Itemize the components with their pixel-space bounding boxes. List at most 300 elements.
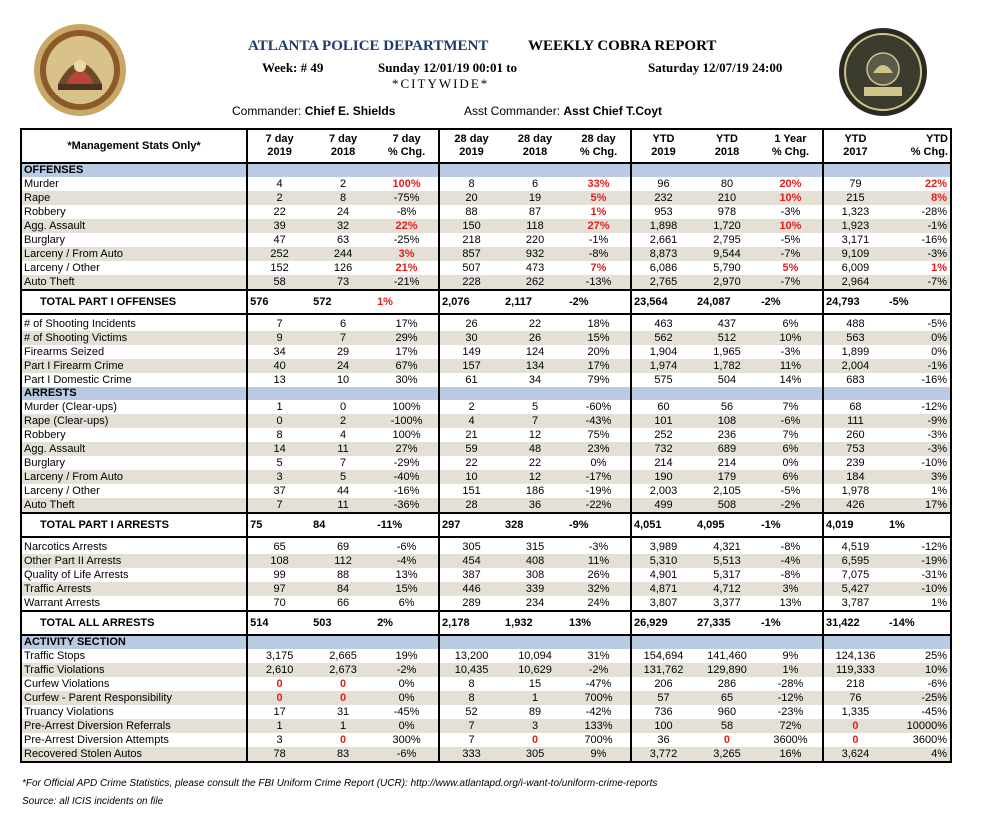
total-value: 2,178 — [439, 611, 503, 635]
total-value: -11% — [375, 513, 439, 537]
section-filler — [823, 163, 887, 177]
stat-value: 408 — [503, 554, 567, 568]
section-filler — [695, 387, 759, 400]
table-row — [21, 540, 951, 554]
stat-value: 179 — [695, 470, 759, 484]
stat-value: 10000% — [887, 719, 951, 733]
stat-value: 6,595 — [823, 554, 887, 568]
stat-value: 1 — [311, 719, 375, 733]
stat-value: -16% — [393, 484, 420, 497]
row-label: Rape (Clear-ups) — [21, 414, 247, 428]
stat-value: 0 — [247, 691, 311, 705]
stat-value: -7% — [759, 247, 823, 261]
stat-value: 34 — [528, 373, 542, 386]
stat-value: 154,694 — [631, 649, 695, 663]
stat-value: -43% — [567, 414, 631, 428]
stat-value: 7 — [340, 456, 347, 469]
stat-value: -7% — [759, 275, 823, 290]
stat-value: 19% — [395, 649, 418, 662]
stat-value: 932 — [503, 247, 567, 261]
stat-value: -4% — [759, 554, 823, 568]
stat-value: 27% — [567, 219, 631, 233]
stat-value: 65 — [695, 691, 759, 705]
stat-value: 8,873 — [631, 247, 695, 261]
stat-value: 960 — [717, 705, 737, 718]
stat-value: -100% — [375, 414, 439, 428]
total-value: 572 — [311, 290, 375, 314]
stat-value: -45% — [921, 705, 947, 718]
column-header: 7 day % Chg. — [375, 129, 439, 163]
stat-value: -29% — [393, 456, 420, 469]
table-row — [21, 191, 951, 205]
stat-value: 0% — [375, 691, 439, 705]
asst-commander-line — [464, 104, 662, 118]
stat-value: 5,427 — [823, 582, 887, 596]
stat-value: 58 — [247, 275, 311, 290]
stat-value: 507 — [439, 261, 503, 275]
stat-value: 499 — [631, 498, 695, 513]
stat-value: -16% — [921, 373, 947, 386]
stat-value: 3% — [759, 582, 823, 596]
table-row — [21, 470, 951, 484]
stat-value: 239 — [823, 456, 887, 470]
row-label: Larceny / From Auto — [21, 247, 247, 261]
stat-value: 3600% — [773, 733, 808, 746]
total-value: 13% — [567, 611, 631, 635]
stat-value: 100% — [392, 177, 421, 190]
stat-value: 11% — [759, 359, 823, 373]
stat-value: 8% — [887, 191, 951, 205]
section-header — [21, 163, 951, 177]
section-filler — [823, 635, 887, 649]
section-filler — [503, 387, 567, 400]
stat-value: 9% — [782, 649, 799, 662]
section-filler — [503, 635, 567, 649]
stat-value: 339 — [503, 582, 567, 596]
stat-value: 689 — [695, 442, 759, 456]
stat-value: 5,317 — [713, 568, 741, 581]
department-title: ATLANTA POLICE DEPARTMENT — [248, 38, 489, 54]
row-label: Narcotics Arrests — [24, 540, 108, 553]
stat-value: 7% — [590, 261, 607, 274]
stat-value: 2,964 — [823, 275, 887, 290]
stat-value: -7% — [887, 275, 951, 290]
row-label: Quality of Life Arrests — [24, 568, 129, 581]
report-scope: *CITYWIDE* — [392, 76, 490, 91]
stat-value: 47 — [247, 233, 311, 247]
stat-value: 575 — [631, 373, 695, 387]
stat-value: 87 — [528, 205, 542, 218]
stat-value: 454 — [439, 554, 503, 568]
stat-value: 20% — [779, 177, 802, 190]
total-value: 84 — [311, 513, 375, 537]
stat-value: 26 — [503, 331, 567, 345]
stat-value: 15% — [567, 331, 631, 345]
stat-value: 3,265 — [695, 747, 759, 762]
section-filler — [631, 163, 695, 177]
stat-value: 1 — [247, 400, 311, 414]
stat-value: 6 — [531, 177, 539, 190]
column-header: 7 day 2019 — [247, 129, 311, 163]
stat-value: 4 — [439, 414, 503, 428]
stat-value: 333 — [439, 747, 503, 762]
stat-value: 206 — [631, 677, 695, 691]
table-row — [21, 331, 951, 345]
total-value: -9% — [567, 513, 631, 537]
stat-value: 100% — [392, 428, 421, 441]
stat-value: 12 — [503, 470, 567, 484]
stat-value: 29% — [375, 331, 439, 345]
stat-value: -6% — [927, 677, 947, 690]
row-label: Agg. Assault — [21, 442, 247, 456]
section-header — [21, 387, 951, 400]
section-filler — [439, 387, 503, 400]
stat-value: 68 — [823, 400, 887, 414]
stat-value: -25% — [393, 233, 420, 246]
stat-value: 1% — [931, 596, 947, 609]
table-row — [21, 359, 951, 373]
stat-value: 305 — [503, 747, 567, 762]
stat-value: 0 — [340, 733, 347, 746]
section-filler — [887, 635, 951, 649]
stat-value: -12% — [759, 691, 823, 705]
stat-value: 96 — [631, 177, 695, 191]
section-filler — [631, 387, 695, 400]
total-label: TOTAL ALL ARRESTS — [21, 611, 247, 635]
stat-value: 508 — [695, 498, 759, 513]
stat-value: 14% — [779, 373, 802, 386]
stat-value: 1% — [590, 205, 607, 218]
stat-value: 262 — [503, 275, 567, 290]
stat-value: 700% — [567, 691, 631, 705]
stat-value: 3% — [375, 247, 439, 261]
section-title: ACTIVITY SECTION — [21, 635, 247, 649]
section-filler — [439, 635, 503, 649]
stat-value: 83 — [311, 747, 375, 762]
stat-value: 5 — [531, 400, 539, 413]
stat-value: 978 — [717, 205, 737, 218]
stat-value: 426 — [823, 498, 887, 513]
section-filler — [695, 163, 759, 177]
stat-value: 220 — [525, 233, 545, 246]
report-title: WEEKLY COBRA REPORT — [528, 38, 717, 54]
stat-value: -10% — [921, 456, 947, 469]
table-row — [21, 677, 951, 691]
stat-value: 6% — [759, 470, 823, 484]
stat-value: 119,333 — [823, 663, 887, 677]
row-label: Larceny / From Auto — [21, 470, 247, 484]
stat-value: 97 — [247, 582, 311, 596]
stat-value: 504 — [717, 373, 737, 386]
stat-value: -16% — [921, 233, 947, 246]
table-row — [21, 373, 951, 387]
stat-value: -1% — [887, 359, 951, 373]
stat-value: 286 — [717, 677, 737, 690]
row-label: Traffic Stops — [24, 649, 86, 662]
stat-value: 14 — [247, 442, 311, 456]
stat-value: 40 — [247, 359, 311, 373]
total-value: 2,117 — [503, 290, 567, 314]
stat-value: 65 — [247, 540, 311, 554]
section-filler — [567, 387, 631, 400]
section-filler — [759, 163, 823, 177]
stat-value: 157 — [439, 359, 503, 373]
stat-value: 9,544 — [695, 247, 759, 261]
stat-value: 3,787 — [823, 596, 887, 611]
row-label: Part I Domestic Crime — [24, 373, 132, 386]
row-label: Larceny / Other — [24, 261, 100, 274]
stat-value: 1,898 — [631, 219, 695, 233]
stat-value: -36% — [375, 498, 439, 513]
stat-value: -3% — [887, 442, 951, 456]
stat-value: 2,003 — [631, 484, 695, 498]
stat-value: 4 — [340, 428, 347, 441]
stat-value: 17% — [887, 498, 951, 513]
total-value: -1% — [759, 513, 823, 537]
stat-value: 19 — [503, 191, 567, 205]
stat-value: 17% — [395, 345, 418, 358]
table-row — [21, 414, 951, 428]
resurgens-seal — [28, 22, 132, 118]
stat-value: 108 — [247, 554, 311, 568]
stat-value: 100 — [631, 719, 695, 733]
commander-name: Chief E. Shields — [304, 104, 396, 118]
stat-value: 305 — [439, 540, 503, 554]
stat-value: 2,665 — [329, 649, 357, 662]
stat-value: 2,970 — [695, 275, 759, 290]
section-filler — [247, 163, 311, 177]
stat-value: 67% — [375, 359, 439, 373]
stat-value: 11% — [567, 554, 631, 568]
stat-value: -21% — [375, 275, 439, 290]
stat-value: 1 — [247, 719, 311, 733]
stat-value: 6% — [759, 442, 823, 456]
stat-value: 20% — [587, 345, 610, 358]
stat-value: 37 — [247, 484, 311, 498]
stat-value: 100% — [392, 400, 421, 413]
stat-value: 7,075 — [823, 568, 887, 582]
table-row — [21, 205, 951, 219]
column-header: 7 day 2018 — [311, 129, 375, 163]
total-value: 4,051 — [631, 513, 695, 537]
stat-value: 5 — [247, 456, 311, 470]
total-value: -5% — [887, 290, 951, 314]
stat-value: 3600% — [912, 733, 947, 746]
stat-value: 446 — [439, 582, 503, 596]
table-row — [21, 747, 951, 762]
column-header: 28 day 2018 — [503, 129, 567, 163]
table-row — [21, 582, 951, 596]
stat-value: 0 — [247, 414, 311, 428]
stat-value: 124,136 — [823, 649, 887, 663]
stat-value: 7 — [311, 331, 375, 345]
table-row — [21, 247, 951, 261]
stat-value: 1% — [931, 261, 947, 274]
stat-value: 27% — [375, 442, 439, 456]
stat-value: 210 — [695, 191, 759, 205]
stat-value: 1 — [503, 691, 567, 705]
stat-value: 72% — [759, 719, 823, 733]
stat-value: 2,004 — [823, 359, 887, 373]
stat-value: 61 — [439, 373, 503, 387]
stat-value: 4,712 — [695, 582, 759, 596]
stat-value: 1,923 — [823, 219, 887, 233]
stat-value: 1% — [931, 484, 947, 497]
stat-value: -8% — [396, 205, 417, 218]
stat-value: 10% — [887, 663, 951, 677]
table-header-row — [21, 129, 951, 163]
total-value: 1% — [887, 513, 951, 537]
stat-value: 133% — [567, 719, 631, 733]
stat-value: 5% — [782, 261, 799, 274]
table-row — [21, 649, 951, 663]
stat-value: 15% — [375, 582, 439, 596]
stat-value: 1,335 — [823, 705, 887, 719]
stat-value: 141,460 — [707, 649, 747, 662]
stat-value: 13 — [247, 373, 311, 387]
stat-value: 1,974 — [631, 359, 695, 373]
stat-value: 218 — [823, 677, 887, 691]
total-value: 27,335 — [695, 611, 759, 635]
total-value: 75 — [247, 513, 311, 537]
row-label: Auto Theft — [21, 275, 247, 290]
section-filler — [375, 163, 439, 177]
stat-value: -2% — [759, 498, 823, 513]
stat-value: 13,200 — [439, 649, 503, 663]
section-filler — [759, 635, 823, 649]
stat-value: 1,323 — [823, 205, 887, 219]
total-value: 24,087 — [695, 290, 759, 314]
row-label: Murder — [24, 177, 59, 190]
stat-value: 13% — [395, 568, 418, 581]
row-label: Robbery — [24, 428, 66, 441]
stat-value: 16% — [759, 747, 823, 762]
stat-value: 437 — [717, 317, 737, 330]
stat-value: 3,171 — [823, 233, 887, 247]
stat-value: -40% — [375, 470, 439, 484]
stat-value: 10% — [759, 331, 823, 345]
table-row — [21, 428, 951, 442]
stat-value: 8 — [439, 177, 503, 191]
stat-value: 214 — [717, 456, 737, 469]
stat-value: 89 — [528, 705, 542, 718]
stat-value: 129,890 — [695, 663, 759, 677]
stat-value: 2,610 — [247, 663, 311, 677]
stat-value: 3,624 — [823, 747, 887, 762]
total-value: 26,929 — [631, 611, 695, 635]
section-filler — [311, 387, 375, 400]
stat-value: 3,807 — [631, 596, 695, 611]
section-filler — [567, 163, 631, 177]
stat-value: 736 — [631, 705, 695, 719]
stat-value: 7 — [247, 498, 311, 513]
stat-value: -31% — [921, 568, 947, 581]
row-label: Larceny / Other — [24, 484, 100, 497]
table-row — [21, 345, 951, 359]
stat-value: 2,105 — [713, 484, 741, 497]
stat-value: 79% — [587, 373, 610, 386]
section-filler — [439, 163, 503, 177]
stat-value: 289 — [439, 596, 503, 611]
stat-value: 21% — [395, 261, 418, 274]
stat-value: -6% — [375, 747, 439, 762]
ucr-footnote: *For Official APD Crime Statistics, please consult the FBI Uniform Crime Report (UCR): http://www.atlantapd.org/i-want-to/uniform-crime-reports — [22, 778, 658, 789]
stat-value: 31 — [336, 705, 350, 718]
total-value: 1% — [375, 290, 439, 314]
stat-value: 7 — [247, 317, 311, 331]
stat-value: 4,901 — [631, 568, 695, 582]
section-filler — [247, 387, 311, 400]
stat-value: -2% — [375, 663, 439, 677]
stat-value: 28 — [439, 498, 503, 513]
stat-value: 8 — [439, 691, 503, 705]
stat-value: 232 — [631, 191, 695, 205]
total-value: 297 — [439, 513, 503, 537]
stat-value: -12% — [921, 540, 947, 553]
stat-value: 5% — [567, 191, 631, 205]
stat-value: 88 — [439, 205, 503, 219]
stat-value: 10 — [439, 470, 503, 484]
stat-value: 36 — [503, 498, 567, 513]
section-filler — [567, 635, 631, 649]
section-filler — [759, 387, 823, 400]
stat-value: 10,094 — [518, 649, 552, 662]
stat-value: 562 — [631, 331, 695, 345]
stat-value: -2% — [567, 663, 631, 677]
stat-value: 84 — [311, 582, 375, 596]
stat-value: 186 — [525, 484, 545, 497]
stat-value: 6 — [340, 317, 347, 330]
stat-value: 44 — [336, 484, 350, 497]
stat-value: 218 — [439, 233, 503, 247]
stat-value: 32% — [567, 582, 631, 596]
source-footnote: Source: all ICIS incidents on file — [22, 796, 164, 807]
row-label: Pre-Arrest Diversion Referrals — [21, 719, 247, 733]
stat-value: 20 — [439, 191, 503, 205]
stat-value: 22% — [375, 219, 439, 233]
row-label: Traffic Violations — [21, 663, 247, 677]
section-filler — [887, 163, 951, 177]
stat-value: -75% — [375, 191, 439, 205]
stat-value: 0% — [887, 331, 951, 345]
stat-value: 308 — [525, 568, 545, 581]
stat-value: 3 — [247, 733, 311, 747]
stat-value: 134 — [503, 359, 567, 373]
stat-value: 2 — [247, 191, 311, 205]
stat-value: 953 — [631, 205, 695, 219]
row-label: Robbery — [24, 205, 66, 218]
column-header: YTD 2017 — [823, 129, 887, 163]
stat-value: -6% — [396, 540, 417, 553]
stat-value: 7 — [439, 733, 503, 747]
stat-value: 149 — [439, 345, 503, 359]
stat-value: -5% — [927, 317, 947, 330]
stat-value: 0 — [311, 691, 375, 705]
column-header: 1 Year % Chg. — [759, 129, 823, 163]
total-value: -2% — [567, 290, 631, 314]
stat-value: 0 — [247, 677, 311, 691]
stat-value: 48 — [503, 442, 567, 456]
asst-commander-label: Asst Commander: — [464, 104, 561, 118]
stat-value: 150 — [439, 219, 503, 233]
stat-value: 6,009 — [823, 261, 887, 275]
column-header-label: *Management Stats Only* — [21, 129, 247, 163]
stat-value: 30 — [439, 331, 503, 345]
stat-value: 244 — [311, 247, 375, 261]
stat-value: 11 — [311, 442, 375, 456]
stat-value: 17% — [567, 359, 631, 373]
table-row — [21, 261, 951, 275]
